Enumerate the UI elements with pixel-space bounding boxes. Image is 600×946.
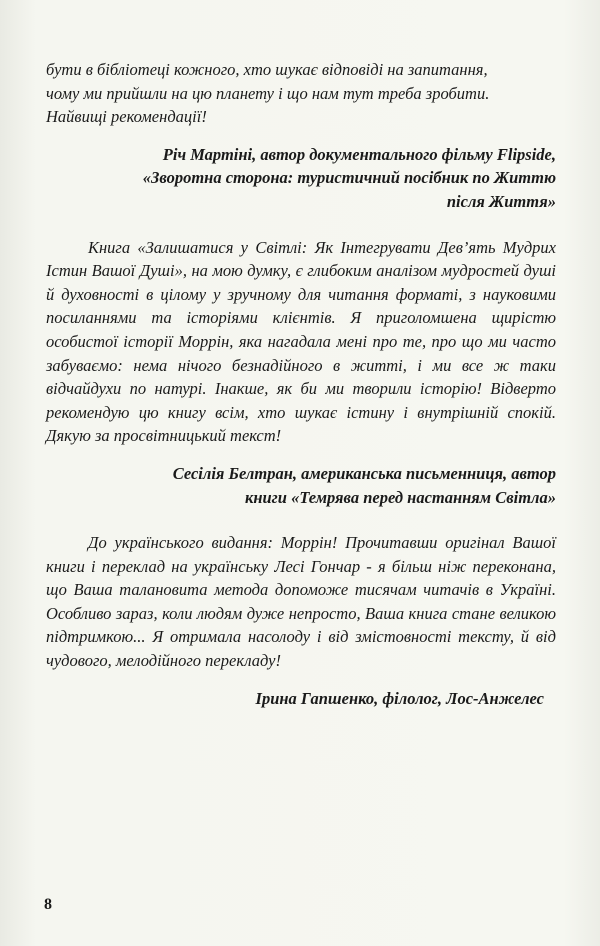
quote-3-text: До українського видання: Моррін! Прочитавши оригінал Вашої книги і переклад на українську Лесі Гончар - я більш ніж переконана, що Ваша талановита метода допоможе тисячам читачів в Україні. Особливо зараз, коли людям дуже непросто, Ваша книга стане великою підтримкою... Я отримала насолоду і від змістовності тексту, й від чудового, мелодійного перекладу! xyxy=(46,533,556,671)
attribution-line: Ірина Гапшенко, філолог, Лос-Анжелес xyxy=(255,688,544,708)
page-number: 8 xyxy=(44,896,52,913)
page-content xyxy=(46,58,556,710)
quote-1-line-3: Найвищі рекомендації! xyxy=(46,107,207,127)
show-through-text xyxy=(70,760,545,880)
quote-2-text: Книга «Залишатися у Світлі: Як Інтегрувати Дев’ять Мудрих Істин Вашої Душі», на мою думку, є глибоким аналізом мудростей душі й духовності в цілому у зручному для читання форматі, з науковими посиланнями та історіями клієнтів. Я приголомшена щирістю особистої історії Моррін, яка нагадала мені про те, про що ми часто забуваємо: нема нічого безнадійного в житті, і ми все ж таки відчайдухи по натурі. Інакше, як би ми творили історію! Відверто рекомендую цю книгу всім, хто шукає істину і внутрішній спокій. Дякую за просвітницький текст! xyxy=(46,237,556,446)
quote-2-attribution xyxy=(46,462,556,509)
attribution-line: «Зворотна сторона: туристичний посібник по Життю xyxy=(142,168,556,188)
quote-3-attribution xyxy=(46,687,556,711)
quote-1-attribution xyxy=(46,143,556,214)
quote-1-line-2: чому ми прийшли на цю планету і що нам тут треба зробити. xyxy=(46,83,490,103)
attribution-line: Річ Мартіні, автор документального фільму Flipside, xyxy=(162,144,556,164)
attribution-line: Сесілія Белтран, американська письменниця, автор xyxy=(172,463,556,483)
quote-1-text xyxy=(46,58,556,129)
quote-1-line-1: бути в бібліотеці кожного, хто шукає відповіді на запитання, xyxy=(46,60,488,79)
attribution-line: книги «Темрява перед настанням Світла» xyxy=(244,487,556,507)
attribution-line: після Життя» xyxy=(446,191,556,211)
